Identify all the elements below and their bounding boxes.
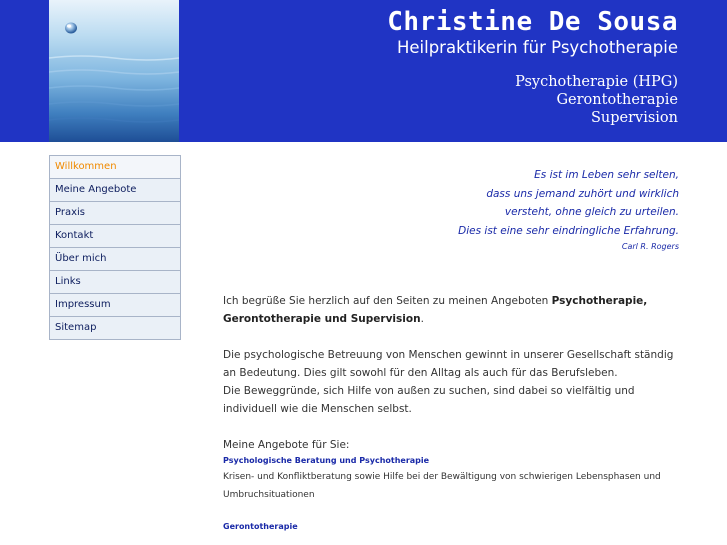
intro-text: Ich begrüße Sie herzlich auf den Seiten zu meinen Angeboten xyxy=(223,295,552,307)
service-gerontotherapie: Gerontotherapie xyxy=(556,92,678,108)
service-psychotherapie: Psychotherapie (HPG) xyxy=(515,74,678,90)
site-subtitle: Heilpraktikerin für Psychotherapie xyxy=(396,38,678,57)
quote-line: Es ist im Leben sehr selten, xyxy=(534,169,679,181)
service-list xyxy=(515,73,678,127)
nav-item-willkommen[interactable]: Willkommen xyxy=(50,156,180,179)
quote-line: Dies ist eine sehr eindringliche Erfahrung. xyxy=(458,224,679,237)
quote-line: versteht, ohne gleich zu urteilen. xyxy=(504,206,679,218)
paragraph-betreuung: Die psychologische Betreuung von Menschen gewinnt in unserer Gesellschaft ständig an Bedeutung. Dies gilt sowohl für den Alltag als auch für das Berufsleben. xyxy=(223,349,674,379)
site-header xyxy=(0,0,727,142)
offer-title-beratung: Psychologische Beratung und Psychotherapie xyxy=(223,456,430,465)
nav-item-links[interactable]: Links xyxy=(50,271,180,294)
main-content xyxy=(223,292,683,534)
intro-paragraph xyxy=(223,292,683,328)
quote-author: Carl R. Rogers xyxy=(621,242,679,251)
quote-block xyxy=(458,166,679,254)
nav-item-ueber-mich[interactable]: Über mich xyxy=(50,248,180,271)
offers-heading: Meine Angebote für Sie: xyxy=(223,439,350,451)
nav-item-praxis[interactable]: Praxis xyxy=(50,202,180,225)
nav-item-meine-angebote[interactable]: Meine Angebote xyxy=(50,179,180,202)
quote-line: dass uns jemand zuhört und wirklich xyxy=(486,187,679,200)
offer-title-gerontotherapie: Gerontotherapie xyxy=(223,522,298,531)
service-supervision: Supervision xyxy=(590,110,678,126)
nav-item-kontakt[interactable]: Kontakt xyxy=(50,225,180,248)
intro-end: . xyxy=(420,313,424,325)
offer-desc-beratung: Krisen- und Konfliktberatung sowie Hilfe bei der Bewältigung von schwierigen Lebensphasen und Umbruchsituationen xyxy=(223,472,661,500)
paragraph-beweggruende: Die Beweggründe, sich Hilfe von außen zu suchen, sind dabei so vielfältig und individuell wie die Menschen selbst. xyxy=(223,385,635,415)
site-name: Christine De Sousa xyxy=(387,7,678,37)
header-water-drop-image xyxy=(49,0,179,142)
sidebar-nav xyxy=(49,155,181,340)
water-drop-icon xyxy=(49,0,179,142)
intro-bold: Psychotherapie, Gerontotherapie und Supervision xyxy=(223,295,648,325)
nav-item-impressum[interactable]: Impressum xyxy=(50,294,180,317)
nav-item-sitemap[interactable]: Sitemap xyxy=(50,317,180,340)
